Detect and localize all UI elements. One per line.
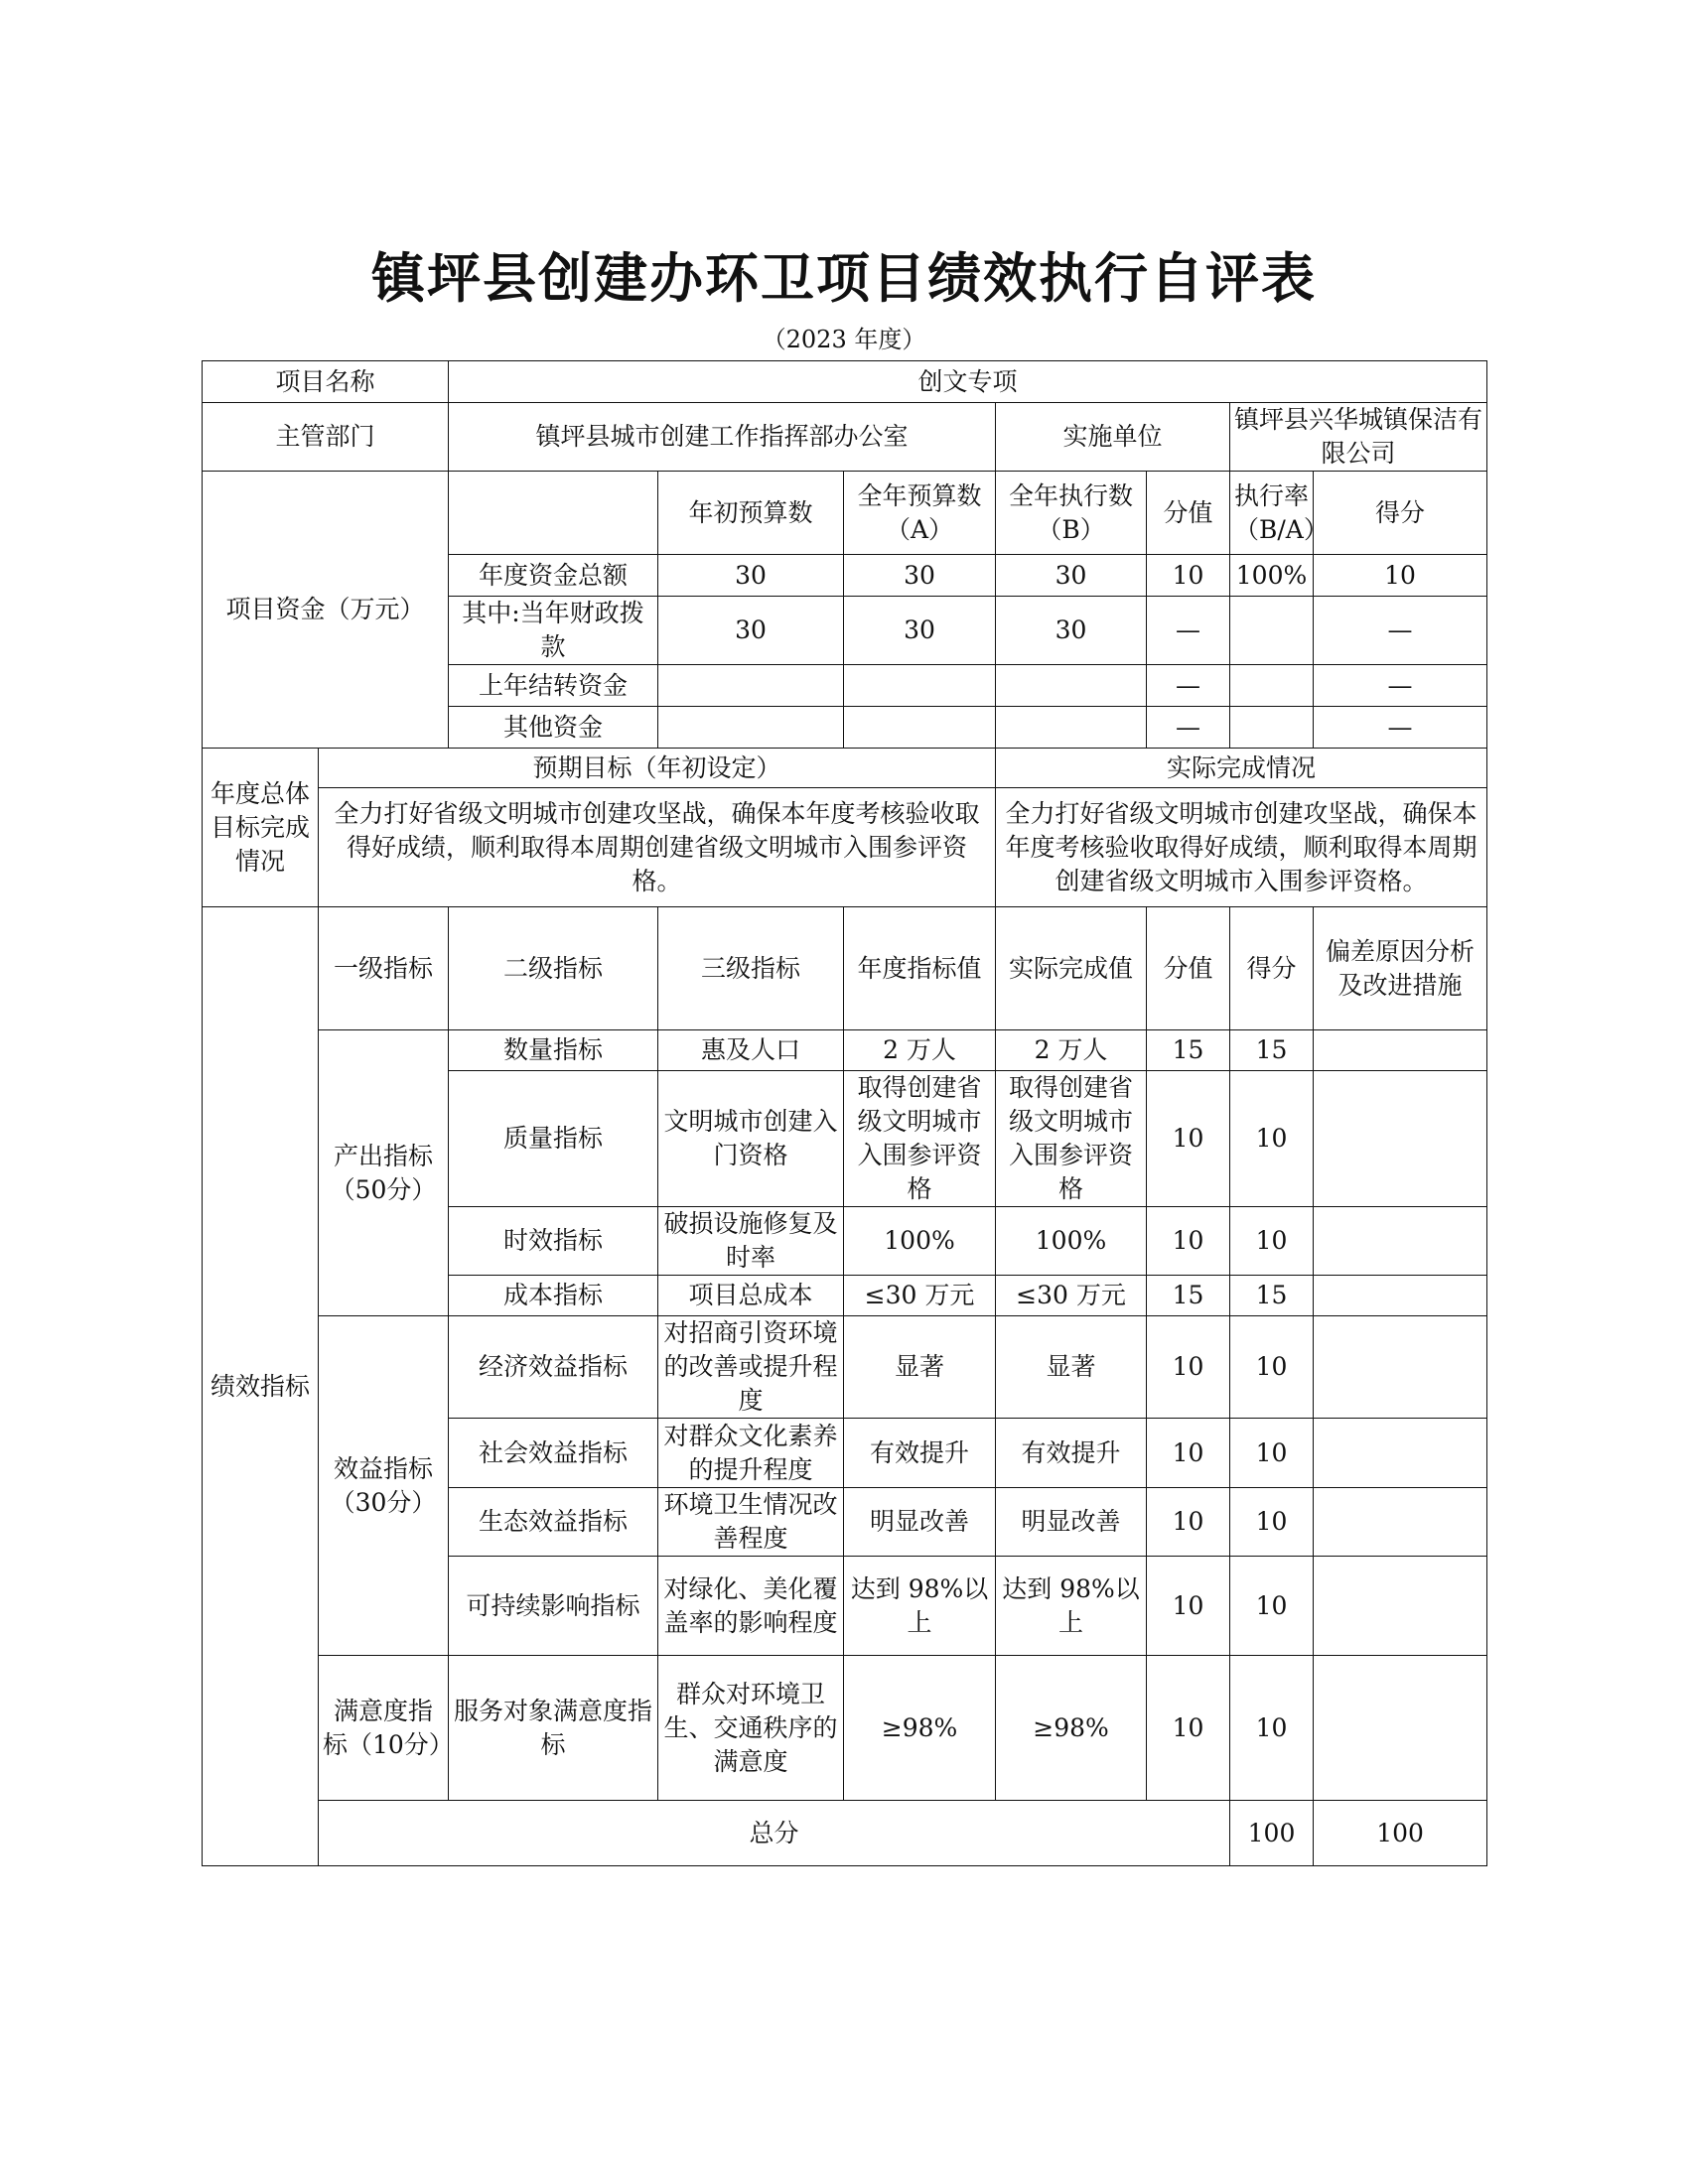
perf-weight: 10 bbox=[1147, 1656, 1230, 1801]
funds-cell bbox=[996, 665, 1147, 707]
performance-label: 绩效指标 bbox=[203, 907, 319, 1866]
perf-reason bbox=[1314, 1316, 1487, 1419]
perf-score: 10 bbox=[1230, 1488, 1314, 1557]
funds-cell bbox=[1230, 597, 1314, 665]
funds-cell: 10 bbox=[1147, 555, 1230, 597]
perf-score: 15 bbox=[1230, 1276, 1314, 1316]
total-score: 100 bbox=[1314, 1801, 1487, 1866]
perf-l3: 项目总成本 bbox=[658, 1276, 844, 1316]
perf-weight: 10 bbox=[1147, 1419, 1230, 1488]
funds-header-rate: 执行率（B/A） bbox=[1230, 472, 1314, 555]
perf-actual: ≤30 万元 bbox=[996, 1276, 1147, 1316]
perf-l2: 可持续影响指标 bbox=[449, 1557, 658, 1656]
group-satisfaction-label: 满意度指标（10分） bbox=[319, 1656, 449, 1801]
perf-l3: 文明城市创建入门资格 bbox=[658, 1071, 844, 1207]
funds-header-weight: 分值 bbox=[1147, 472, 1230, 555]
perf-target: ≤30 万元 bbox=[844, 1276, 996, 1316]
perf-weight: 10 bbox=[1147, 1071, 1230, 1207]
perf-actual: 100% bbox=[996, 1207, 1147, 1276]
perf-actual: ≥98% bbox=[996, 1656, 1147, 1801]
funds-cell: 30 bbox=[996, 555, 1147, 597]
perf-actual: 明显改善 bbox=[996, 1488, 1147, 1557]
funds-cell: — bbox=[1147, 597, 1230, 665]
funds-cell bbox=[658, 707, 844, 749]
perf-actual: 2 万人 bbox=[996, 1030, 1147, 1071]
perf-reason bbox=[1314, 1276, 1487, 1316]
perf-header-actual: 实际完成值 bbox=[996, 907, 1147, 1030]
perf-l2: 社会效益指标 bbox=[449, 1419, 658, 1488]
perf-score: 10 bbox=[1230, 1207, 1314, 1276]
perf-reason bbox=[1314, 1656, 1487, 1801]
funds-row-label: 其中:当年财政拨款 bbox=[449, 597, 658, 665]
perf-l2: 数量指标 bbox=[449, 1030, 658, 1071]
funds-row-label: 年度资金总额 bbox=[449, 555, 658, 597]
funds-cell: 30 bbox=[658, 597, 844, 665]
group-benefit-label: 效益指标（30分） bbox=[319, 1316, 449, 1656]
group-output-label: 产出指标（50分） bbox=[319, 1030, 449, 1316]
perf-l2: 成本指标 bbox=[449, 1276, 658, 1316]
perf-target: 显著 bbox=[844, 1316, 996, 1419]
goals-actual-label: 实际完成情况 bbox=[996, 749, 1487, 788]
perf-reason bbox=[1314, 1488, 1487, 1557]
funds-cell: — bbox=[1147, 707, 1230, 749]
impl-value: 镇坪县兴华城镇保洁有限公司 bbox=[1230, 403, 1487, 472]
perf-weight: 10 bbox=[1147, 1488, 1230, 1557]
total-weight: 100 bbox=[1230, 1801, 1314, 1866]
perf-header-reason: 偏差原因分析及改进措施 bbox=[1314, 907, 1487, 1030]
perf-target: 取得创建省级文明城市入围参评资格 bbox=[844, 1071, 996, 1207]
perf-score: 10 bbox=[1230, 1071, 1314, 1207]
perf-actual: 显著 bbox=[996, 1316, 1147, 1419]
funds-cell: — bbox=[1314, 665, 1487, 707]
funds-header-executed: 全年执行数（B） bbox=[996, 472, 1147, 555]
funds-header-initial: 年初预算数 bbox=[658, 472, 844, 555]
project-name-value: 创文专项 bbox=[449, 361, 1487, 403]
funds-cell bbox=[1230, 665, 1314, 707]
funds-row-label: 其他资金 bbox=[449, 707, 658, 749]
funds-cell bbox=[844, 665, 996, 707]
funds-cell bbox=[658, 665, 844, 707]
perf-score: 15 bbox=[1230, 1030, 1314, 1071]
perf-weight: 10 bbox=[1147, 1557, 1230, 1656]
perf-l2: 经济效益指标 bbox=[449, 1316, 658, 1419]
perf-l3: 对招商引资环境的改善或提升程度 bbox=[658, 1316, 844, 1419]
funds-row-label: 上年结转资金 bbox=[449, 665, 658, 707]
evaluation-table bbox=[202, 360, 1487, 1866]
funds-cell: — bbox=[1147, 665, 1230, 707]
perf-reason bbox=[1314, 1557, 1487, 1656]
funds-cell: 30 bbox=[658, 555, 844, 597]
goals-expected-label: 预期目标（年初设定） bbox=[319, 749, 996, 788]
year-label: （2023 年度） bbox=[762, 326, 926, 353]
perf-l3: 对群众文化素养的提升程度 bbox=[658, 1419, 844, 1488]
funds-cell: 30 bbox=[844, 597, 996, 665]
perf-reason bbox=[1314, 1207, 1487, 1276]
page-title: 镇坪县创建办环卫项目绩效执行自评表 bbox=[371, 246, 1317, 310]
perf-weight: 15 bbox=[1147, 1030, 1230, 1071]
perf-header-l3: 三级指标 bbox=[658, 907, 844, 1030]
perf-weight: 10 bbox=[1147, 1316, 1230, 1419]
perf-score: 10 bbox=[1230, 1419, 1314, 1488]
perf-target: 达到 98%以上 bbox=[844, 1557, 996, 1656]
dept-value: 镇坪县城市创建工作指挥部办公室 bbox=[449, 403, 996, 472]
perf-l2: 质量指标 bbox=[449, 1071, 658, 1207]
perf-l3: 群众对环境卫生、交通秩序的满意度 bbox=[658, 1656, 844, 1801]
goals-label: 年度总体目标完成情况 bbox=[203, 749, 319, 907]
perf-target: 明显改善 bbox=[844, 1488, 996, 1557]
funds-cell: — bbox=[1314, 707, 1487, 749]
perf-reason bbox=[1314, 1071, 1487, 1207]
perf-actual: 达到 98%以上 bbox=[996, 1557, 1147, 1656]
perf-target: 100% bbox=[844, 1207, 996, 1276]
perf-score: 10 bbox=[1230, 1656, 1314, 1801]
funds-cell: 100% bbox=[1230, 555, 1314, 597]
funds-cell: 30 bbox=[996, 597, 1147, 665]
perf-weight: 15 bbox=[1147, 1276, 1230, 1316]
funds-cell bbox=[844, 707, 996, 749]
funds-header-score: 得分 bbox=[1314, 472, 1487, 555]
perf-target: ≥98% bbox=[844, 1656, 996, 1801]
funds-label: 项目资金（万元） bbox=[203, 472, 449, 749]
funds-cell: 10 bbox=[1314, 555, 1487, 597]
perf-score: 10 bbox=[1230, 1557, 1314, 1656]
perf-l3: 对绿化、美化覆盖率的影响程度 bbox=[658, 1557, 844, 1656]
total-label: 总分 bbox=[319, 1801, 1230, 1866]
funds-cell: — bbox=[1314, 597, 1487, 665]
funds-cell bbox=[996, 707, 1147, 749]
perf-actual: 取得创建省级文明城市入围参评资格 bbox=[996, 1071, 1147, 1207]
perf-header-score: 得分 bbox=[1230, 907, 1314, 1030]
perf-header-target: 年度指标值 bbox=[844, 907, 996, 1030]
perf-reason bbox=[1314, 1030, 1487, 1071]
perf-l2: 生态效益指标 bbox=[449, 1488, 658, 1557]
perf-target: 有效提升 bbox=[844, 1419, 996, 1488]
perf-header-weight: 分值 bbox=[1147, 907, 1230, 1030]
perf-weight: 10 bbox=[1147, 1207, 1230, 1276]
impl-label: 实施单位 bbox=[996, 403, 1230, 472]
goals-expected-text: 全力打好省级文明城市创建攻坚战，确保本年度考核验收取得好成绩，顺利取得本周期创建省级文明城市入围参评资格。 bbox=[319, 788, 996, 907]
dept-label: 主管部门 bbox=[203, 403, 449, 472]
funds-cell bbox=[1230, 707, 1314, 749]
funds-header-annual: 全年预算数（A） bbox=[844, 472, 996, 555]
funds-header-blank bbox=[449, 472, 658, 555]
perf-l3: 破损设施修复及时率 bbox=[658, 1207, 844, 1276]
perf-header-l1: 一级指标 bbox=[319, 907, 449, 1030]
perf-l3: 环境卫生情况改善程度 bbox=[658, 1488, 844, 1557]
perf-l3: 惠及人口 bbox=[658, 1030, 844, 1071]
perf-l2: 服务对象满意度指标 bbox=[449, 1656, 658, 1801]
perf-reason bbox=[1314, 1419, 1487, 1488]
perf-score: 10 bbox=[1230, 1316, 1314, 1419]
perf-actual: 有效提升 bbox=[996, 1419, 1147, 1488]
project-name-label: 项目名称 bbox=[203, 361, 449, 403]
goals-actual-text: 全力打好省级文明城市创建攻坚战，确保本年度考核验收取得好成绩，顺利取得本周期创建省级文明城市入围参评资格。 bbox=[996, 788, 1487, 907]
perf-l2: 时效指标 bbox=[449, 1207, 658, 1276]
perf-target: 2 万人 bbox=[844, 1030, 996, 1071]
funds-cell: 30 bbox=[844, 555, 996, 597]
perf-header-l2: 二级指标 bbox=[449, 907, 658, 1030]
